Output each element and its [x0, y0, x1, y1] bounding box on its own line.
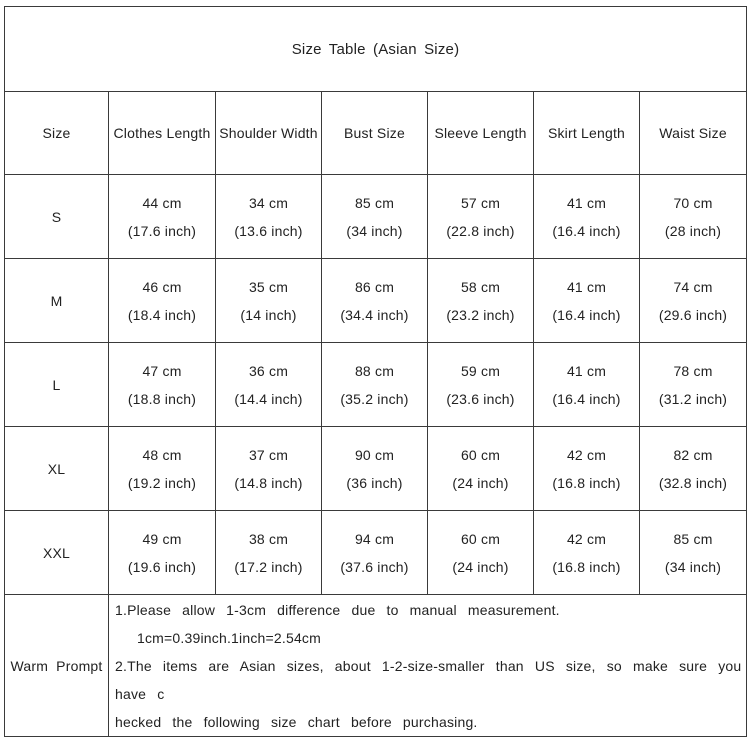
- measurement-cell: [640, 343, 747, 427]
- measurement-cm: 37 cm: [248, 446, 289, 463]
- measurement-cell: [640, 175, 747, 259]
- measurement-cm: 58 cm: [460, 278, 501, 295]
- measurement-inch: (14.8 inch): [234, 474, 303, 491]
- measurement-cm: 35 cm: [248, 278, 289, 295]
- measurement-inch: (37.6 inch): [340, 558, 409, 575]
- measurement-cell: [322, 511, 428, 595]
- measurement-cell: [534, 427, 640, 511]
- measurement-cell: [428, 427, 534, 511]
- measurement-cell: [428, 175, 534, 259]
- measurement-inch: (14.4 inch): [234, 390, 303, 407]
- warm-prompt-text: [109, 595, 747, 737]
- measurement-cell: [322, 175, 428, 259]
- measurement-inch: (23.6 inch): [446, 390, 515, 407]
- measurement-cm: 41 cm: [566, 278, 607, 295]
- measurement-cell: [534, 175, 640, 259]
- measurement-cell: [640, 511, 747, 595]
- table-title: Size Table (Asian Size): [5, 7, 747, 92]
- measurement-cell: [109, 259, 216, 343]
- measurement-inch: (36 inch): [346, 474, 403, 491]
- size-label: S: [5, 175, 109, 259]
- measurement-cm: 48 cm: [142, 446, 182, 463]
- measurement-cm: 60 cm: [460, 530, 501, 547]
- measurement-inch: (19.6 inch): [127, 558, 197, 575]
- measurement-inch: (32.8 inch): [658, 474, 728, 491]
- measurement-cm: 44 cm: [142, 194, 182, 211]
- measurement-cell: [640, 427, 747, 511]
- measurement-cell: [109, 175, 216, 259]
- measurement-cell: [216, 343, 322, 427]
- measurement-cell: [428, 259, 534, 343]
- size-row: [5, 343, 747, 427]
- measurement-cell: [216, 175, 322, 259]
- measurement-cm: 78 cm: [673, 362, 713, 379]
- measurement-cell: [534, 343, 640, 427]
- measurement-inch: (16.8 inch): [552, 474, 621, 491]
- header-shoulder-width: Shoulder Width: [216, 92, 322, 175]
- measurement-inch: (24 inch): [452, 474, 509, 491]
- measurement-cm: 85 cm: [354, 194, 395, 211]
- measurement-cm: 42 cm: [566, 446, 607, 463]
- size-row: [5, 175, 747, 259]
- warm-prompt-row: [5, 595, 747, 737]
- measurement-cm: 82 cm: [673, 446, 713, 463]
- measurement-inch: (17.2 inch): [234, 558, 303, 575]
- measurement-cm: 74 cm: [673, 278, 713, 295]
- measurement-cm: 90 cm: [354, 446, 395, 463]
- measurement-cm: 85 cm: [673, 530, 713, 547]
- prompt-line-1: 1.Please allow 1-3cm difference due to manual measurement.: [115, 601, 560, 618]
- measurement-cell: [216, 511, 322, 595]
- measurement-cell: [322, 259, 428, 343]
- measurement-cell: [109, 511, 216, 595]
- measurement-inch: (28 inch): [664, 222, 722, 239]
- measurement-cell: [322, 427, 428, 511]
- size-label: XL: [5, 427, 109, 511]
- size-row: [5, 511, 747, 595]
- measurement-cm: 59 cm: [460, 362, 501, 379]
- prompt-line-2: 1cm=0.39inch.1inch=2.54cm: [137, 629, 321, 646]
- measurement-inch: (34.4 inch): [340, 306, 409, 323]
- measurement-cm: 42 cm: [566, 530, 607, 547]
- measurement-cm: 60 cm: [460, 446, 501, 463]
- measurement-inch: (13.6 inch): [234, 222, 303, 239]
- measurement-inch: (18.8 inch): [127, 390, 197, 407]
- measurement-cell: [216, 259, 322, 343]
- measurement-cm: 86 cm: [354, 278, 395, 295]
- measurement-cm: 46 cm: [142, 278, 182, 295]
- size-table: [4, 6, 747, 737]
- measurement-cell: [428, 511, 534, 595]
- header-row: [5, 92, 747, 175]
- measurement-inch: (16.4 inch): [552, 306, 621, 323]
- measurement-cm: 88 cm: [354, 362, 395, 379]
- header-sleeve-length: Sleeve Length: [428, 92, 534, 175]
- header-waist-size: Waist Size: [640, 92, 747, 175]
- measurement-inch: (29.6 inch): [658, 306, 728, 323]
- measurement-inch: (23.2 inch): [446, 306, 515, 323]
- measurement-cell: [428, 343, 534, 427]
- measurement-cm: 34 cm: [248, 194, 289, 211]
- warm-prompt-label: Warm Prompt: [5, 595, 109, 737]
- measurement-cm: 49 cm: [142, 530, 182, 547]
- measurement-cell: [322, 343, 428, 427]
- measurement-inch: (14 inch): [240, 306, 297, 323]
- measurement-inch: (34 inch): [664, 558, 722, 575]
- measurement-inch: (17.6 inch): [127, 222, 197, 239]
- measurement-cm: 94 cm: [354, 530, 395, 547]
- measurement-cm: 47 cm: [142, 362, 182, 379]
- measurement-cell: [534, 259, 640, 343]
- measurement-cm: 70 cm: [673, 194, 713, 211]
- measurement-cell: [534, 511, 640, 595]
- measurement-inch: (34 inch): [346, 222, 403, 239]
- measurement-cm: 57 cm: [460, 194, 501, 211]
- size-row: [5, 259, 747, 343]
- measurement-inch: (24 inch): [452, 558, 509, 575]
- header-size: Size: [5, 92, 109, 175]
- size-label: M: [5, 259, 109, 343]
- header-bust-size: Bust Size: [322, 92, 428, 175]
- measurement-inch: (31.2 inch): [658, 390, 728, 407]
- measurement-cell: [216, 427, 322, 511]
- measurement-inch: (19.2 inch): [127, 474, 197, 491]
- size-row: [5, 427, 747, 511]
- measurement-inch: (35.2 inch): [340, 390, 409, 407]
- measurement-inch: (18.4 inch): [127, 306, 197, 323]
- measurement-cm: 36 cm: [248, 362, 289, 379]
- measurement-inch: (22.8 inch): [446, 222, 515, 239]
- measurement-inch: (16.4 inch): [552, 222, 621, 239]
- measurement-cell: [640, 259, 747, 343]
- prompt-line-3: 2.The items are Asian sizes, about 1-2-size-smaller than US size, so make sure you have c: [115, 657, 742, 702]
- measurement-cell: [109, 427, 216, 511]
- size-label: XXL: [5, 511, 109, 595]
- size-table-sheet: [4, 6, 746, 742]
- measurement-cell: [109, 343, 216, 427]
- header-clothes-length: Clothes Length: [109, 92, 216, 175]
- prompt-line-4: hecked the following size chart before purchasing.: [115, 713, 478, 730]
- measurement-cm: 38 cm: [248, 530, 289, 547]
- measurement-inch: (16.8 inch): [552, 558, 621, 575]
- header-skirt-length: Skirt Length: [534, 92, 640, 175]
- measurement-inch: (16.4 inch): [552, 390, 621, 407]
- measurement-cm: 41 cm: [566, 194, 607, 211]
- size-label: L: [5, 343, 109, 427]
- measurement-cm: 41 cm: [566, 362, 607, 379]
